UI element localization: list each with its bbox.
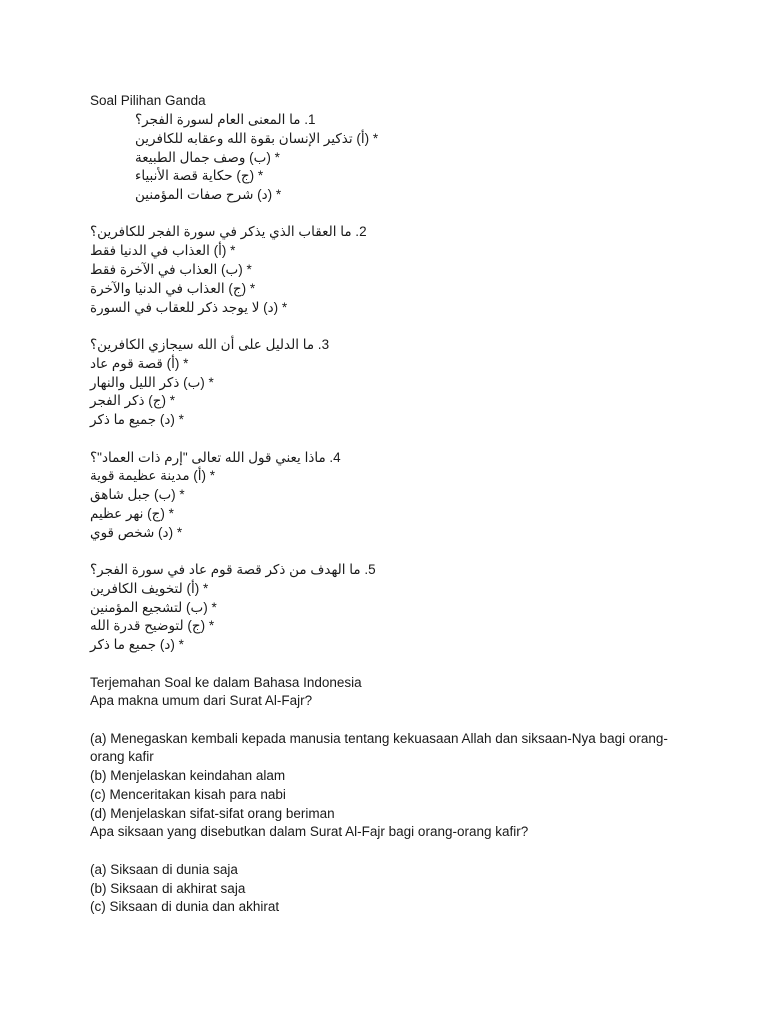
t1-option-b: (b) Menjelaskan keindahan alam	[90, 768, 286, 783]
q4-option-a: * (أ) مدينة عظيمة قوية	[90, 468, 216, 483]
q2-option-d: * (د) لا يوجد ذكر للعقاب في السورة	[90, 300, 288, 315]
q5-option-a: * (أ) لتخويف الكافرين	[90, 581, 209, 596]
q5-option-c: * (ج) لتوضيح قدرة الله	[90, 618, 215, 633]
question-3: 3. ما الدليل على أن الله سيجازي الكافرين؟	[90, 337, 330, 352]
t2-option-b: (b) Siksaan di akhirat saja	[90, 881, 246, 896]
q4-option-c: * (ج) نهر عظيم	[90, 506, 174, 521]
q4-option-b: * (ب) جبل شاهق	[90, 487, 185, 502]
question-2: 2. ما العقاب الذي يذكر في سورة الفجر للكافرين؟	[90, 224, 367, 239]
document-heading: Soal Pilihan Ganda	[90, 93, 206, 108]
translation-heading: Terjemahan Soal ke dalam Bahasa Indonesia	[90, 675, 362, 690]
q1-option-a: * (أ) تذكير الإنسان بقوة الله وعقابه للكافرين	[135, 131, 379, 146]
question-1: 1. ما المعنى العام لسورة الفجر؟	[135, 112, 316, 127]
t1-option-c: (c) Menceritakan kisah para nabi	[90, 787, 286, 802]
q5-option-d: * (د) جميع ما ذكر	[90, 637, 184, 652]
q3-option-d: * (د) جميع ما ذكر	[90, 412, 184, 427]
q1-option-b: * (ب) وصف جمال الطبيعة	[135, 150, 280, 165]
t2-option-c: (c) Siksaan di dunia dan akhirat	[90, 899, 280, 914]
question-5: 5. ما الهدف من ذكر قصة قوم عاد في سورة الفجر؟	[90, 562, 376, 577]
t2-option-a: (a) Siksaan di dunia saja	[90, 862, 238, 877]
question-4: 4. ماذا يعني قول الله تعالى "إرم ذات العماد"؟	[90, 450, 341, 465]
q3-option-c: * (ج) ذكر الفجر	[90, 393, 175, 408]
q1-option-c: * (ج) حكاية قصة الأنبياء	[135, 168, 264, 183]
t1-option-a: (a) Menegaskan kembali kepada manusia tentang kekuasaan Allah dan siksaan-Nya bagi orang-orang kafir	[90, 731, 668, 764]
translation-question-1: Apa makna umum dari Surat Al-Fajr?	[90, 693, 313, 708]
q3-option-b: * (ب) ذكر الليل والنهار	[90, 375, 214, 390]
t1-option-d: (d) Menjelaskan sifat-sifat orang beriman	[90, 806, 335, 821]
q3-option-a: * (أ) قصة قوم عاد	[90, 356, 189, 371]
translation-question-2: Apa siksaan yang disebutkan dalam Surat Al-Fajr bagi orang-orang kafir?	[90, 824, 529, 839]
q2-option-a: * (أ) العذاب في الدنيا فقط	[90, 243, 236, 258]
q4-option-d: * (د) شخص قوي	[90, 525, 183, 540]
q5-option-b: * (ب) لتشجيع المؤمنين	[90, 600, 217, 615]
q1-option-d: * (د) شرح صفات المؤمنين	[135, 187, 282, 202]
q2-option-c: * (ج) العذاب في الدنيا والآخرة	[90, 281, 256, 296]
q2-option-b: * (ب) العذاب في الآخرة فقط	[90, 262, 252, 277]
